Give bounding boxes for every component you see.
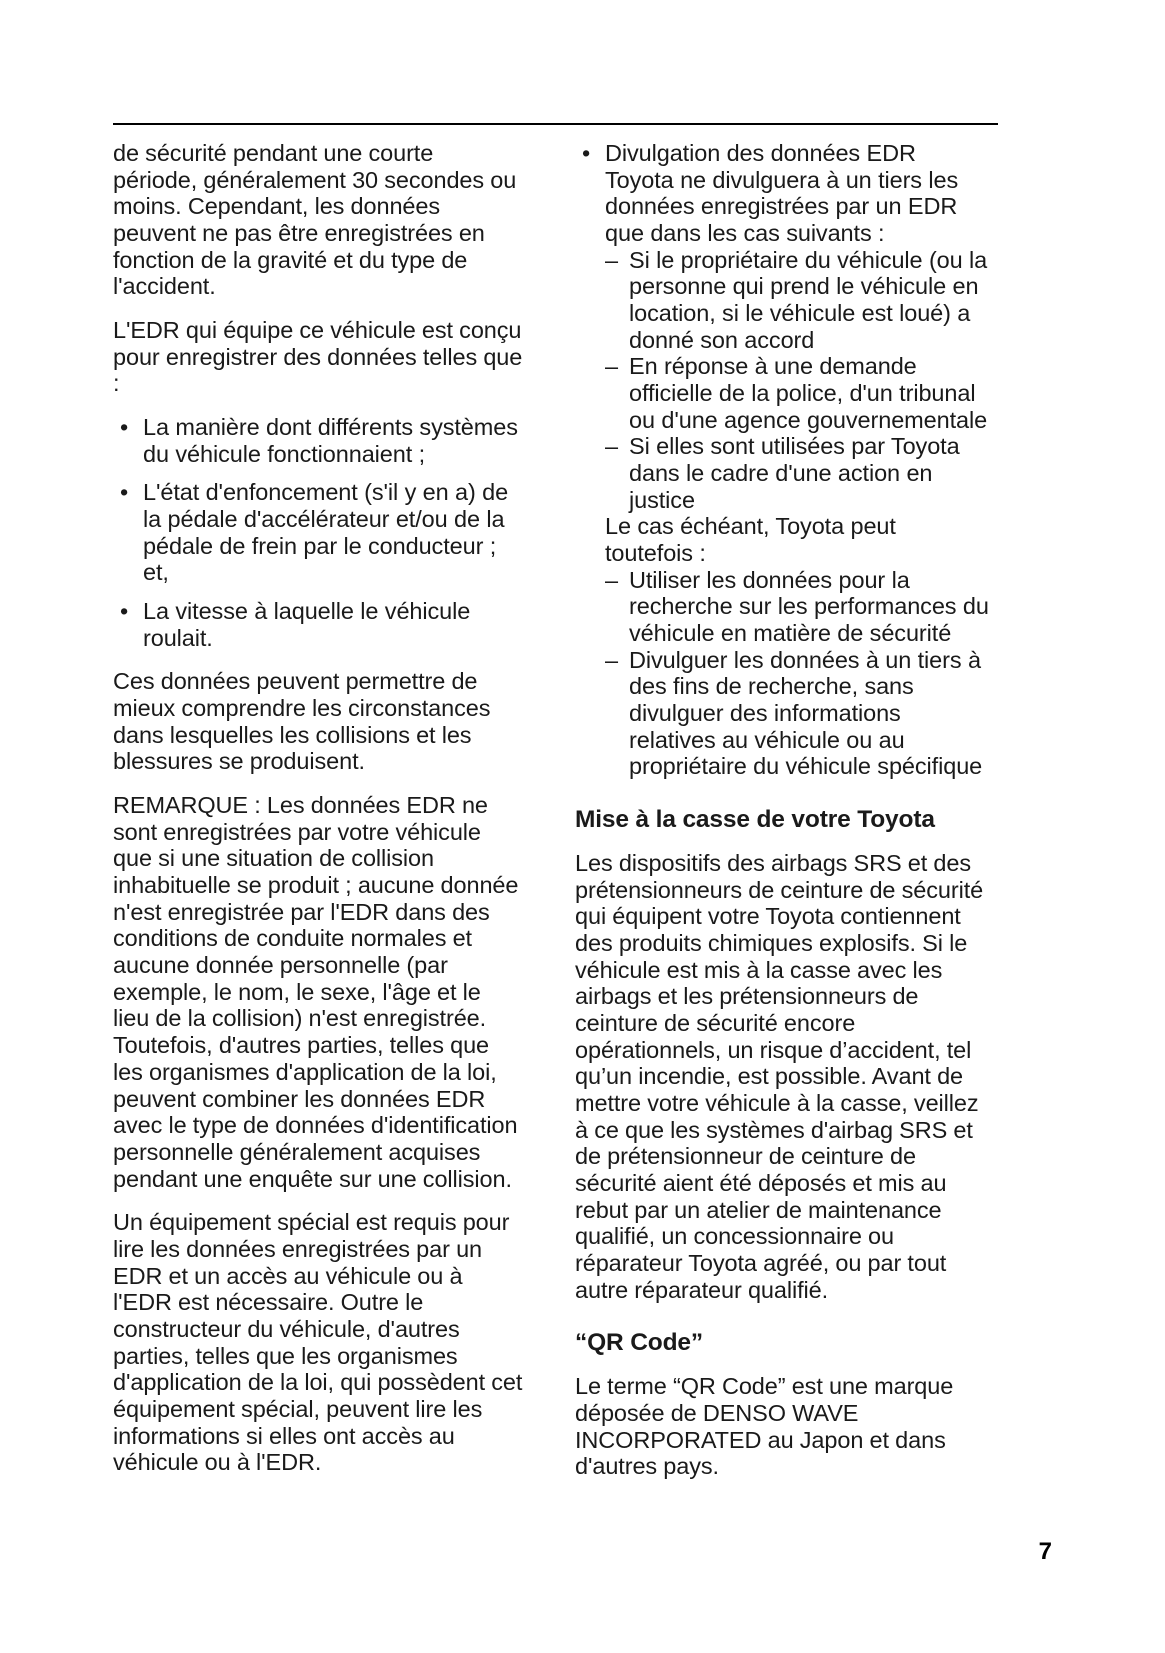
list-item: [605, 567, 990, 647]
list-item-text: Divulguer les données à un tiers à des fins de recherche, sans divulguer des informations relatives au véhicule ou au propriétaire du véhicule spécifique: [629, 646, 983, 780]
list-item: [605, 353, 990, 433]
left-column: [113, 140, 523, 1497]
list-item-text: Si le propriétaire du véhicule (ou la personne qui prend le véhicule en location, si le véhicule est loué) a donné son accord: [629, 246, 988, 353]
paragraph-data-understanding: Ces données peuvent permettre de mieux comprendre les circonstances dans lesquelles les collisions et les blessures se produisent.: [113, 668, 491, 775]
paragraph-edr-purpose: L'EDR qui équipe ce véhicule est conçu pour enregistrer des données telles que :: [113, 317, 523, 397]
heading-qr-code: “QR Code”: [575, 1329, 703, 1357]
dash-list-disclosure-exceptions: [605, 567, 990, 780]
list-item: [113, 414, 523, 467]
list-item: [605, 433, 990, 513]
list-item: [575, 140, 990, 780]
paragraph-scrapping: Les dispositifs des airbags SRS et des prétensionneurs de ceinture de sécurité qui équipent votre Toyota contiennent des produits chimiques explosifs. Si le véhicule est mis à la casse avec les airbags et les prétensionneurs de ceinture de sécurité encore opérationnels, un risque d’accident, tel qu’un incendie, est possible. Avant de mettre votre véhicule à la casse, veillez à ce que les systèmes d'airbag SRS et de prétensionneur de ceinture de sécurité aient été déposés et mis au rebut par un atelier de maintenance qualifié, un concessionnaire ou réparateur Toyota agréé, ou par tout autre réparateur qualifié.: [575, 850, 984, 1303]
bullet-list-disclosure: [575, 140, 990, 780]
list-item: [113, 479, 523, 586]
dash-icon: –: [605, 433, 618, 460]
bullet-icon: •: [582, 140, 591, 166]
header-rule: [113, 123, 998, 125]
dash-icon: –: [605, 353, 618, 380]
list-item-text: La vitesse à laquelle le véhicule roulait.: [143, 598, 471, 651]
list-item: [605, 247, 990, 354]
list-item: [113, 598, 523, 651]
two-column-body: [113, 140, 1013, 1497]
page-number: 7: [1038, 1538, 1052, 1565]
disclosure-intro-text: Toyota ne divulguera à un tiers les données enregistrées par un EDR que dans les cas suivants :: [605, 166, 959, 247]
list-item-title: Divulgation des données EDR: [605, 140, 916, 166]
list-item-text: Utiliser les données pour la recherche sur les performances du véhicule en matière de sécurité: [629, 566, 989, 647]
list-item: [605, 647, 990, 780]
bullet-list-edr-records: [113, 414, 523, 651]
bullet-icon: •: [120, 598, 129, 625]
dash-icon: –: [605, 646, 618, 673]
right-column: [575, 140, 990, 1497]
list-item-text: L'état d'enfoncement (s'il y en a) de la pédale d'accélérateur et/ou de la pédale de frein par le conducteur ; et,: [143, 479, 509, 586]
bullet-icon: •: [120, 479, 129, 506]
bullet-icon: •: [120, 414, 129, 441]
dash-list-disclosure-cases: [605, 247, 990, 514]
paragraph-remarque: REMARQUE : Les données EDR ne sont enregistrées par votre véhicule que si une situation de collision inhabituelle se produit ; aucune donnée n'est enregistrée par l'EDR dans des conditions de conduite normales et aucune donnée personnelle (par exemple, le nom, le sexe, l'âge et le lieu de la collision) n'est enregistrée. Toutefois, d'autres parties, telles que les organismes d'application de la loi, peuvent combiner les données EDR avec le type de données d'identification personnelle généralement acquises pendant une enquête sur une collision.: [113, 792, 519, 1192]
dash-icon: –: [605, 246, 618, 273]
list-item-text: En réponse à une demande officielle de la police, d'un tribunal ou d'une agence gouvernementale: [629, 353, 988, 433]
heading-scrapping: Mise à la casse de votre Toyota: [575, 806, 935, 834]
list-item-text: Si elles sont utilisées par Toyota dans le cadre d'une action en justice: [629, 433, 960, 513]
list-item-text: La manière dont différents systèmes du véhicule fonctionnaient ;: [143, 414, 518, 467]
dash-icon: –: [605, 566, 618, 593]
paragraph-qr-code: Le terme “QR Code” est une marque déposée de DENSO WAVE INCORPORATED au Japon et dans d'autres pays.: [575, 1373, 954, 1480]
paragraph-special-equipment: Un équipement spécial est requis pour lire les données enregistrées par un EDR et un accès au véhicule ou à l'EDR est nécessaire. Outre le constructeur du véhicule, d'autres parties, telles que les organismes d'application de la loi, qui possèdent cet équipement spécial, peuvent lire les informations si elles ont accès au véhicule ou à l'EDR.: [113, 1209, 523, 1476]
paragraph-edr-duration: de sécurité pendant une courte période, généralement 30 secondes ou moins. Cependant, les données peuvent ne pas être enregistrées en fonction de la gravité et du type de l'accident.: [113, 140, 517, 300]
disclosure-exception-intro: Le cas échéant, Toyota peut toutefois :: [605, 513, 896, 567]
